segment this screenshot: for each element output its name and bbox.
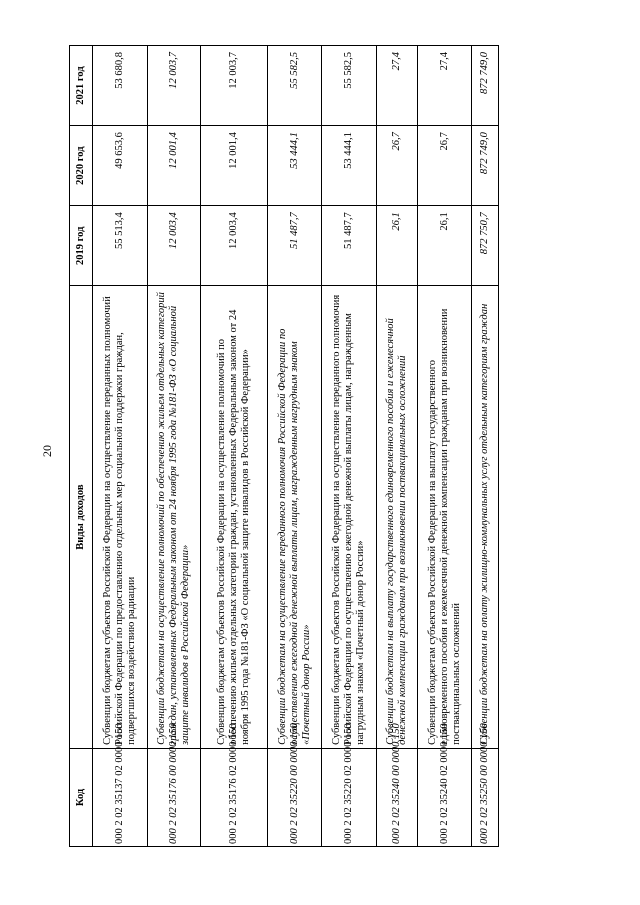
table-row xyxy=(418,46,472,847)
row-value-2020: 53 444,1 xyxy=(322,126,377,206)
row-code: 000 2 02 35220 02 0000 150 xyxy=(322,748,377,846)
row-value-2020: 12 001,4 xyxy=(148,126,201,206)
row-code: 000 2 02 35240 02 0000 150 xyxy=(418,748,472,846)
row-value-2019: 12 003,4 xyxy=(201,206,268,286)
row-value-2019: 12 003,4 xyxy=(148,206,201,286)
header-2020: 2020 год xyxy=(70,126,93,206)
header-income-type: Виды доходов xyxy=(70,286,93,749)
row-value-2021: 55 582,5 xyxy=(322,46,377,126)
header-code: Код xyxy=(70,748,93,846)
table-row xyxy=(148,46,201,847)
row-value-2020: 53 444,1 xyxy=(268,126,322,206)
row-value-2019: 872 750,7 xyxy=(472,206,499,286)
row-value-2019: 51 487,7 xyxy=(322,206,377,286)
table-header-row xyxy=(70,46,93,847)
row-income-type: Субвенции бюджетам субъектов Российской Федерации на осуществление полномочий по обеспечению жильем отдельных категорий граждан, установленных Федеральным законом от 24 ноября 1995 года №181-ФЗ «О социальной защите инвалидов в Российской Федерации» xyxy=(201,286,268,749)
row-value-2021: 12 003,7 xyxy=(201,46,268,126)
table-row xyxy=(201,46,268,847)
row-code: 000 2 02 35220 00 0000 150 xyxy=(268,748,322,846)
row-value-2021: 27,4 xyxy=(377,46,418,126)
page-number: 20 xyxy=(40,445,54,457)
row-income-type: Субвенции бюджетам на выплату государственного единовременного пособия и ежемесячной денежной компенсации гражданам при возникновении поствакцинальных осложнений xyxy=(377,286,418,749)
row-code: 000 2 02 35250 00 0000 150 xyxy=(472,748,499,846)
row-income-type: Субвенции бюджетам на осуществление переданного полномочия Российской Федерации по осуществлению ежегодной денежной выплаты лицам, награжденным нагрудным знаком «Почетный донор России» xyxy=(268,286,322,749)
table-row xyxy=(322,46,377,847)
row-value-2021: 872 749,0 xyxy=(472,46,499,126)
row-income-type: Субвенции бюджетам на осуществление полномочий по обеспечению жильем отдельных категорий граждан, установленных Федеральным законом от 24 ноября 1995 года №181-ФЗ «О социальной защите инвалидов в Российской Федерации» xyxy=(148,286,201,749)
row-value-2019: 55 513,4 xyxy=(93,206,148,286)
header-2021: 2021 год xyxy=(70,46,93,126)
row-value-2020: 49 653,6 xyxy=(93,126,148,206)
row-value-2021: 12 003,7 xyxy=(148,46,201,126)
row-income-type: Субвенции бюджетам субъектов Российской Федерации на выплату государственного единовременного пособия и ежемесячной денежной компенсации гражданам при возникновении поствакцинальных осложнений xyxy=(418,286,472,749)
row-income-type: Субвенции бюджетам субъектов Российской Федерации на осуществление переданных полномочий Российской Федерации по предоставлению отдельных мер социальной поддержки граждан, подвергшихся воздействию радиации xyxy=(93,286,148,749)
row-value-2019: 26,1 xyxy=(418,206,472,286)
row-value-2019: 51 487,7 xyxy=(268,206,322,286)
row-income-type: Субвенции бюджетам субъектов Российской Федерации на осуществление переданного полномочия Российской Федерации по осуществлению ежегодной денежной выплаты лицам, награжденным нагрудным знаком «Почетный донор России» xyxy=(322,286,377,749)
row-value-2019: 26,1 xyxy=(377,206,418,286)
row-code: 000 2 02 35240 00 0000 150 xyxy=(377,748,418,846)
row-value-2020: 872 749,0 xyxy=(472,126,499,206)
table-row xyxy=(93,46,148,847)
table-row xyxy=(472,46,499,847)
row-value-2020: 26,7 xyxy=(377,126,418,206)
header-2019: 2019 год xyxy=(70,206,93,286)
row-code: 000 2 02 35176 02 0000 150 xyxy=(201,748,268,846)
row-value-2020: 12 001,4 xyxy=(201,126,268,206)
row-code: 000 2 02 35176 00 0000 150 xyxy=(148,748,201,846)
table-row xyxy=(268,46,322,847)
budget-income-table xyxy=(69,45,499,847)
row-value-2021: 55 582,5 xyxy=(268,46,322,126)
row-value-2020: 26,7 xyxy=(418,126,472,206)
row-income-type: Субвенции бюджетам на оплату жилищно-коммунальных услуг отдельным категориям граждан xyxy=(472,286,499,749)
row-value-2021: 27,4 xyxy=(418,46,472,126)
table-row xyxy=(377,46,418,847)
row-value-2021: 53 680,8 xyxy=(93,46,148,126)
budget-table-container xyxy=(69,45,544,847)
row-code: 000 2 02 35137 02 0000 150 xyxy=(93,748,148,846)
